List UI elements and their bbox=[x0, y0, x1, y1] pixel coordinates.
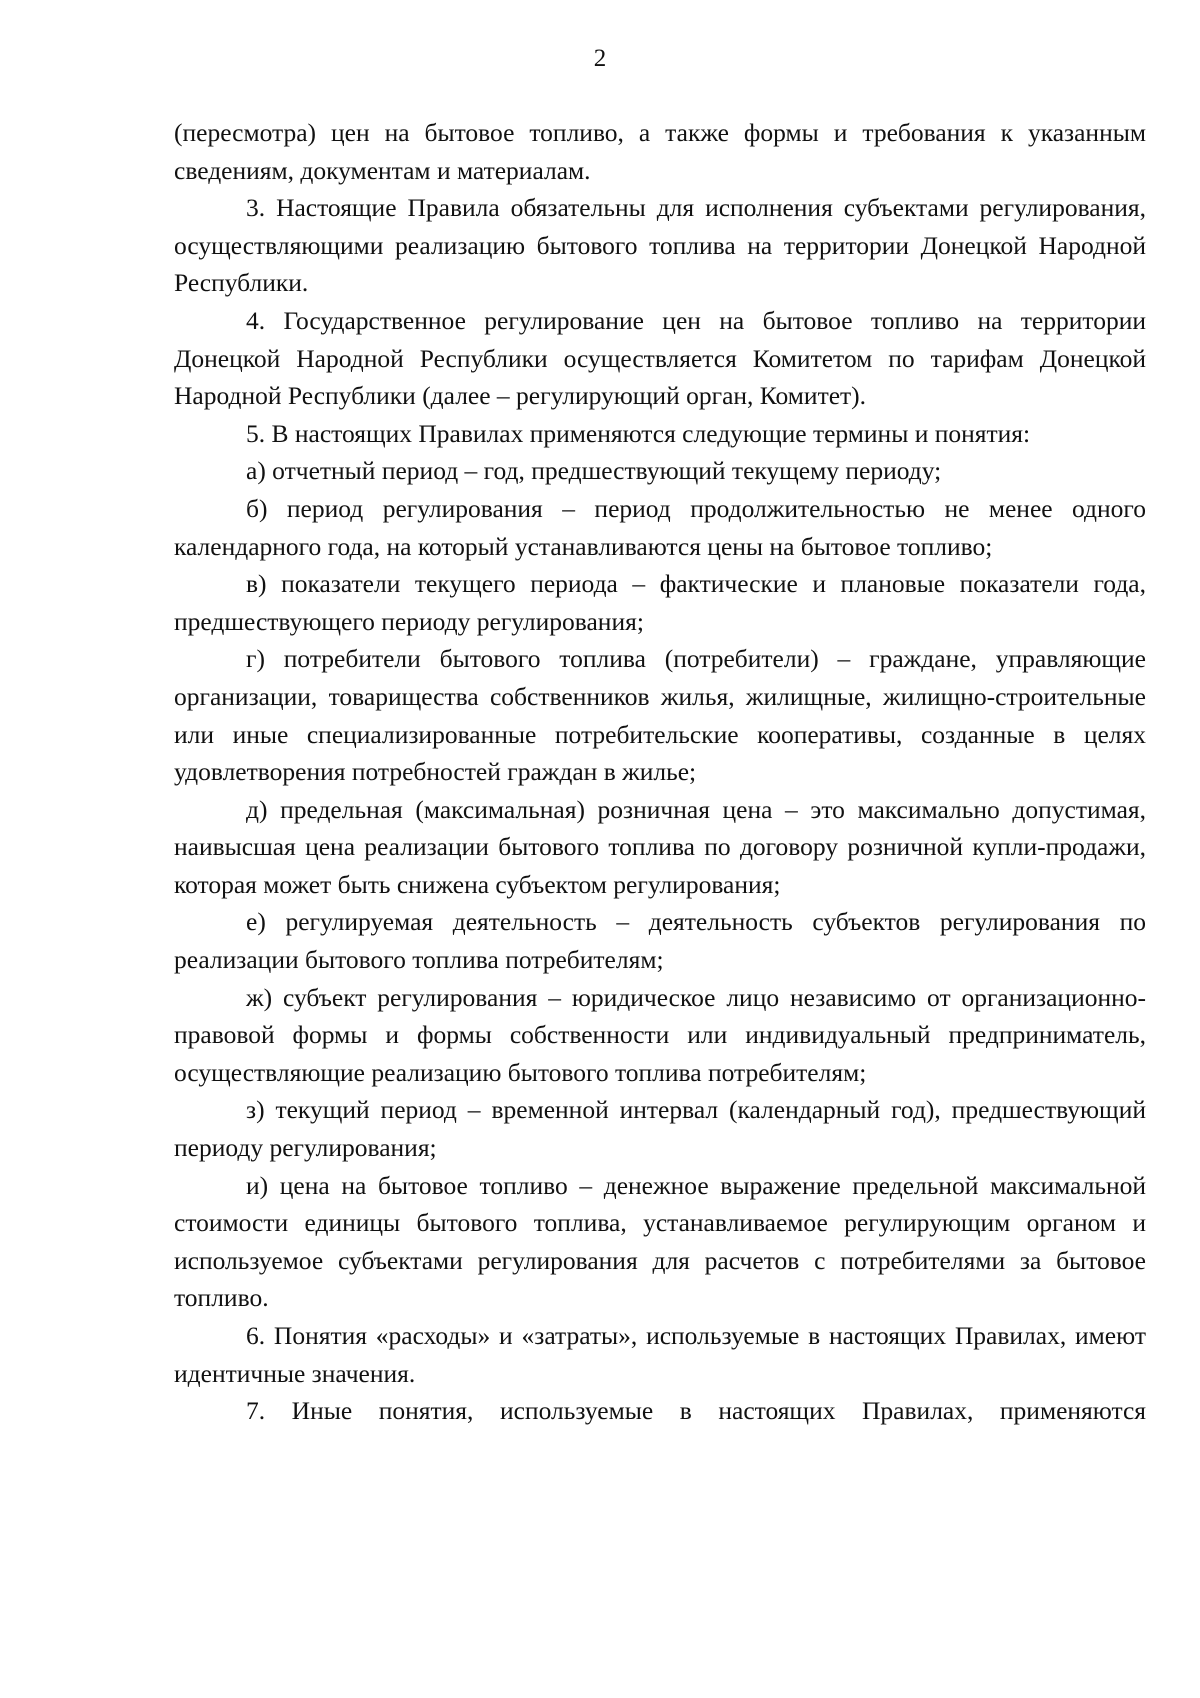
subparagraph-v: в) показатели текущего периода – фактические и плановые показатели года, предшествующего периоду регулирования; bbox=[174, 569, 1146, 636]
paragraph-continuation: (пересмотра) цен на бытовое топливо, а также формы и требования к указанным сведениям, документам и материалам. bbox=[174, 118, 1146, 185]
paragraph-item-6: 6. Понятия «расходы» и «затраты», используемые в настоящих Правилах, имеют идентичные значения. bbox=[174, 1321, 1146, 1388]
paragraph-item-3: 3. Настоящие Правила обязательны для исполнения субъектами регулирования, осуществляющими реализацию бытового топлива на территории Донецкой Народной Республики. bbox=[174, 193, 1146, 298]
subparagraph-d: д) предельная (максимальная) розничная цена – это максимально допустимая, наивысшая цена реализации бытового топлива по договору розничной купли-продажи, которая может быть снижена субъектом регулирования; bbox=[174, 794, 1146, 899]
paragraph-item-4: 4. Государственное регулирование цен на бытовое топливо на территории Донецкой Народной Республики осуществляется Комитетом по тарифам Донецкой Народной Республики (далее – регулирующий орган, Комитет). bbox=[174, 305, 1146, 411]
page-number: 2 bbox=[593, 45, 607, 72]
subparagraph-i: и) цена на бытовое топливо – денежное выражение предельной максимальной стоимости единицы бытового топлива, устанавливаемое регулирующим органом и используемое субъектами регулирования для расчетов с потребителями за бытовое топливо. bbox=[174, 1170, 1146, 1313]
subparagraph-b: б) период регулирования – период продолжительностью не менее одного календарного года, на который устанавливаются цены на бытовое топливо; bbox=[174, 493, 1146, 561]
paragraph-item-7: 7. Иные понятия, используемые в настоящих Правилах, применяются bbox=[246, 1396, 1146, 1426]
subparagraph-z: з) текущий период – временной интервал (календарный год), предшествующий периоду регулирования; bbox=[174, 1095, 1146, 1163]
subparagraph-zh: ж) субъект регулирования – юридическое лицо независимо от организационно-правовой формы и формы собственности или индивидуальный предприниматель, осуществляющие реализацию бытового топлива потребителям; bbox=[174, 982, 1146, 1087]
subparagraph-e: е) регулируемая деятельность – деятельность субъектов регулирования по реализации бытового топлива потребителям; bbox=[174, 907, 1146, 975]
paragraph-item-5: 5. В настоящих Правилах применяются следующие термины и понятия: bbox=[246, 418, 1031, 448]
subparagraph-a: а) отчетный период – год, предшествующий текущему периоду; bbox=[246, 456, 942, 486]
subparagraph-g: г) потребители бытового топлива (потребители) – граждане, управляющие организации, товарищества собственников жилья, жилищные, жилищно-строительные или иные специализированные потребительские кооперативы, созданные в целях удовлетворения потребностей граждан в жилье; bbox=[174, 644, 1146, 787]
document-body bbox=[174, 114, 1146, 1430]
